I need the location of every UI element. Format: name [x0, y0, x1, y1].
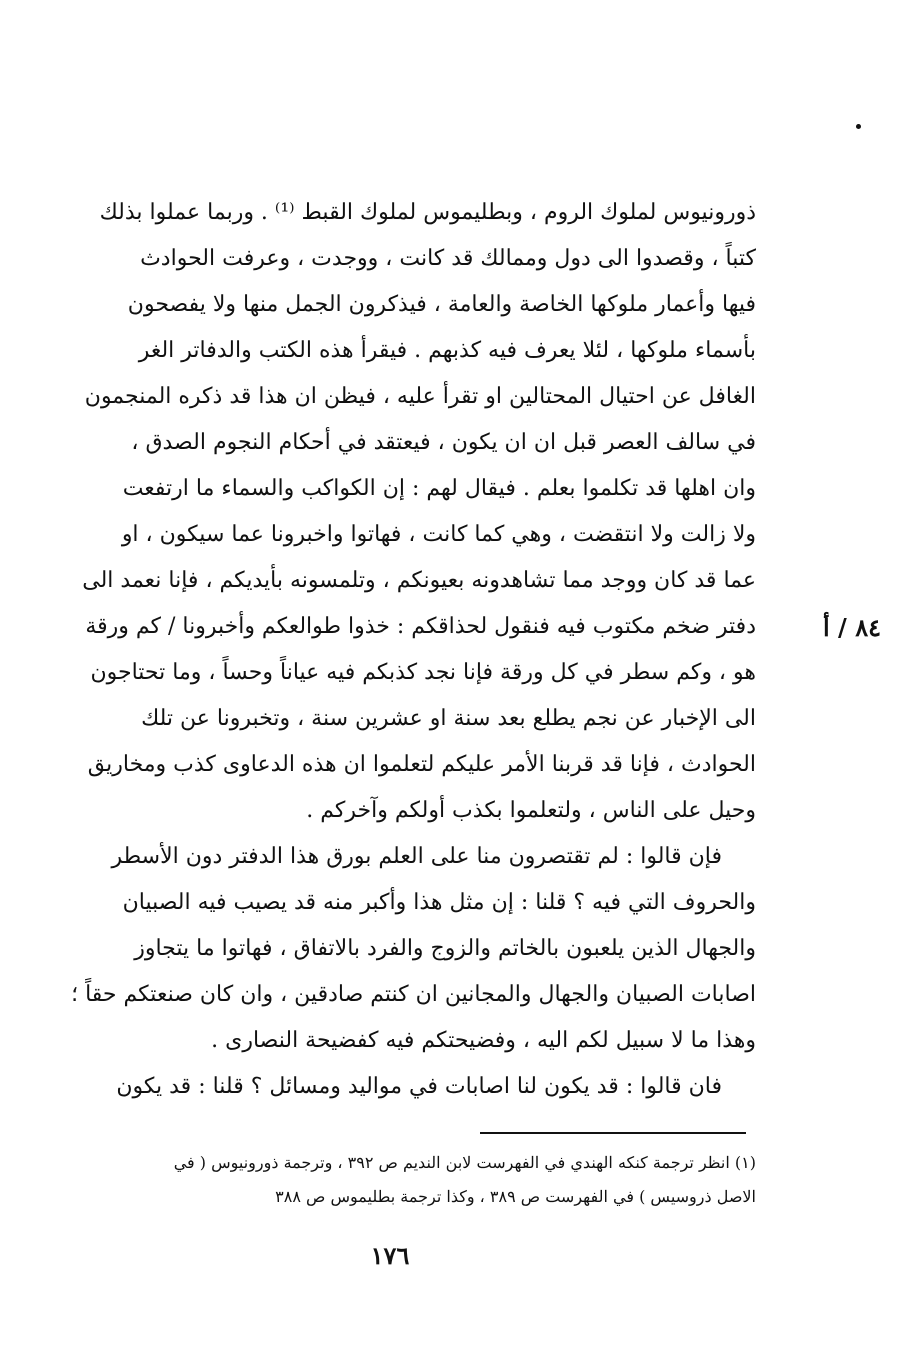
text-line: ذورونيوس لملوك الروم ، وبطليموس لملوك القبط ⁽¹⁾ . وربما عملوا بذلك — [99, 200, 756, 225]
text-line: والحروف التي فيه ؟ قلنا : إن مثل هذا وأكبر منه قد يصيب فيه الصبيان — [122, 890, 756, 915]
footnote-line: (١) انظر ترجمة كنكه الهندي في الفهرست لابن النديم ص ٣٩٢ ، وترجمة ذورونيوس ( في — [173, 1153, 756, 1172]
text-line: الغافل عن احتيال المحتالين او تقرأ عليه ، فيظن ان هذا قد ذكره المنجمون — [84, 384, 756, 409]
page-mark-dot — [856, 124, 861, 129]
text-line: في سالف العصر قبل ان ان يكون ، فيعتقد في أحكام النجوم الصدق ، — [131, 430, 756, 455]
text-line: الحوادث ، فإنا قد قربنا الأمر عليكم لتعلموا ان هذه الدعاوى كذب ومخاريق — [87, 752, 756, 777]
text-line: والجهال الذين يلعبون بالخاتم والزوج والفرد بالاتفاق ، فهاتوا ما يتجاوز — [134, 936, 756, 961]
text-line: وان اهلها قد تكلموا بعلم . فيقال لهم : إن الكواكب والسماء ما ارتفعت — [122, 476, 756, 501]
text-line: فإن قالوا : لم تقتصرون منا على العلم بورق هذا الدفتر دون الأسطر — [111, 844, 722, 869]
text-line: وحيل على الناس ، ولتعلموا بكذب أولكم وآخركم . — [306, 798, 756, 823]
text-line: هو ، وكم سطر في كل ورقة فإنا نجد كذبكم فيه عياناً وحساً ، وما تحتاجون — [90, 660, 756, 685]
footnote — [70, 1146, 756, 1214]
text-line: فيها وأعمار ملوكها الخاصة والعامة ، فيذكرون الجمل منها ولا يفصحون — [127, 292, 756, 317]
text-line: دفتر ضخم مكتوب فيه فنقول لحذاقكم : خذوا طوالعكم وأخبرونا / كم ورقة — [85, 614, 756, 639]
text-line: وهذا ما لا سبيل لكم اليه ، وفضيحتكم فيه كفضيحة النصارى . — [211, 1028, 756, 1053]
text-line: كتباً ، وقصدوا الى دول وممالك قد كانت ، ووجدت ، وعرفت الحوادث — [140, 246, 756, 271]
text-line: ولا زالت ولا انتقضت ، وهي كما كانت ، فهاتوا واخبرونا عما سيكون ، او — [121, 522, 756, 547]
footnote-divider — [480, 1132, 746, 1134]
text-line: الى الإخبار عن نجم يطلع بعد سنة او عشرين سنة ، وتخبرونا عن تلك — [141, 706, 756, 731]
text-line: فان قالوا : قد يكون لنا اصابات في مواليد ومسائل ؟ قلنا : قد يكون — [116, 1074, 722, 1099]
footnote-line: الاصل ذروسيس ) في الفهرست ص ٣٨٩ ، وكذا ترجمة بطليموس ص ٣٨٨ — [275, 1187, 756, 1206]
text-line: اصابات الصبيان والجهال والمجانين ان كنتم صادقين ، وان كان صنعتكم حقاً ؛ — [71, 982, 756, 1007]
main-text — [70, 190, 756, 1110]
manuscript-folio-marker: ٨٤ / أ — [823, 613, 881, 642]
text-line: بأسماء ملوكها ، لئلا يعرف فيه كذبهم . فيقرأ هذه الكتب والدفاتر الغر — [138, 338, 756, 363]
text-line: عما قد كان ووجد مما تشاهدونه بعيونكم ، وتلمسونه بأيديكم ، فإنا نعمد الى — [82, 568, 756, 593]
page-number: ١٧٦ — [370, 1241, 410, 1270]
